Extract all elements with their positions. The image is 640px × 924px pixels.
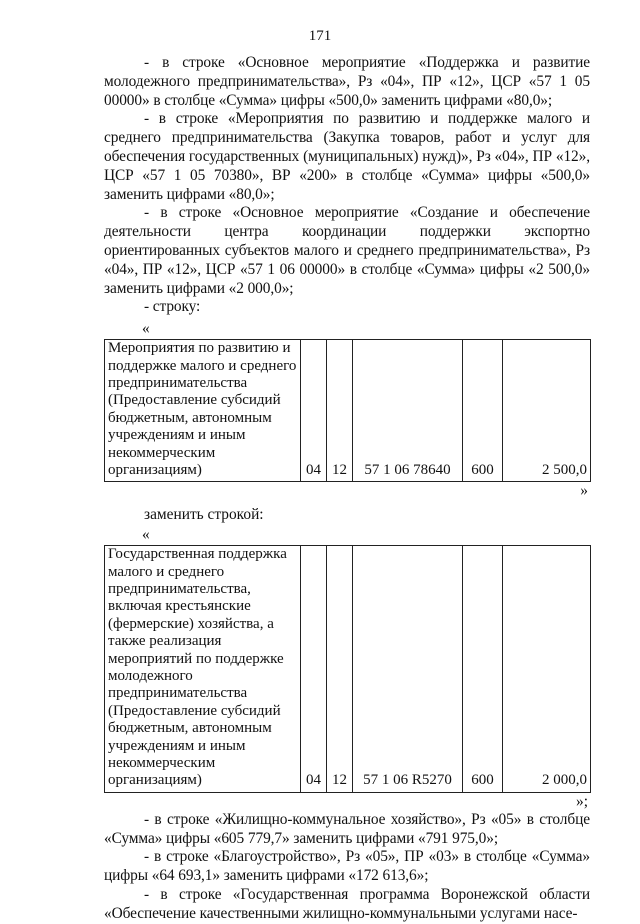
paragraph: - строку: xyxy=(144,298,201,316)
closing-quote: » xyxy=(580,482,588,500)
sum-cell: 2 500,0 xyxy=(503,340,591,482)
new-row-table xyxy=(104,545,591,793)
table-row xyxy=(105,340,591,482)
paragraph: - в строке «Основное мероприятие «Поддержка и развитие молодежного предпринимательства», Рз «04», ПР «12», ЦСР «57 1 05 00000» в столбце «Сумма» цифры «500,0» заменить цифрами «80,0»; xyxy=(104,54,590,109)
closing-quote: »; xyxy=(576,792,588,810)
page-number: 171 xyxy=(308,28,332,44)
csr-cell: 57 1 06 R5270 xyxy=(353,546,463,793)
vr-cell: 600 xyxy=(463,340,503,482)
document-body xyxy=(104,50,590,924)
paragraph: - в строке «Благоустройство», Рз «05», ПР «03» в столбце «Сумма» цифры «64 693,1» заменить цифрами «172 613,6»; xyxy=(104,848,590,885)
replace-label: заменить строкой: xyxy=(144,506,264,524)
paragraph: - в строке «Основное мероприятие «Создание и обеспечение деятельности центра координации поддержки экспортно ориентированных субъектов малого и среднего предпринимательства», Рз «04», ПР «12», ЦСР «57 1 06 00000» в столбце «Сумма» цифры «2 500,0» заменить цифрами «2 000,0»; xyxy=(104,204,590,297)
opening-quote: « xyxy=(142,320,150,338)
opening-quote: « xyxy=(142,526,150,544)
expense-name-cell: Мероприятия по развитию и поддержке малого и среднего предпринимательства (Предоставление субсидий бюджетным, автономным учреждениям и иным некоммерческим организациям) xyxy=(105,340,301,482)
table-row xyxy=(105,546,591,793)
vr-cell: 600 xyxy=(463,546,503,793)
pr-cell: 12 xyxy=(327,340,353,482)
old-row-table xyxy=(104,339,591,482)
sum-cell: 2 000,0 xyxy=(503,546,591,793)
paragraph: - в строке «Жилищно-коммунальное хозяйство», Рз «05» в столбце «Сумма» цифры «605 779,7» заменить цифрами «791 975,0»; xyxy=(104,810,590,847)
paragraph: - в строке «Государственная программа Воронежской области «Обеспечение качественными жилищно-коммунальными услугами насе- xyxy=(104,886,590,922)
pr-cell: 12 xyxy=(327,546,353,793)
rz-cell: 04 xyxy=(301,340,327,482)
csr-cell: 57 1 06 78640 xyxy=(353,340,463,482)
rz-cell: 04 xyxy=(301,546,327,793)
paragraph: - в строке «Мероприятия по развитию и поддержке малого и среднего предпринимательства (Закупка товаров, работ и услуг для обеспечения государственных (муниципальных) нужд)», Рз «04», ПР «12», ЦСР «57 1 05 70380», ВР «200» в столбце «Сумма» цифры «500,0» заменить цифрами «80,0»; xyxy=(104,110,590,203)
expense-name-cell: Государственная поддержка малого и среднего предпринимательства, включая крестьянские (фермерские) хозяйства, а также реализация мероприятий по поддержке молодежного предпринимательства (Предоставление субсидий бюджетным, автономным учреждениям и иным некоммерческим организациям) xyxy=(105,546,301,793)
